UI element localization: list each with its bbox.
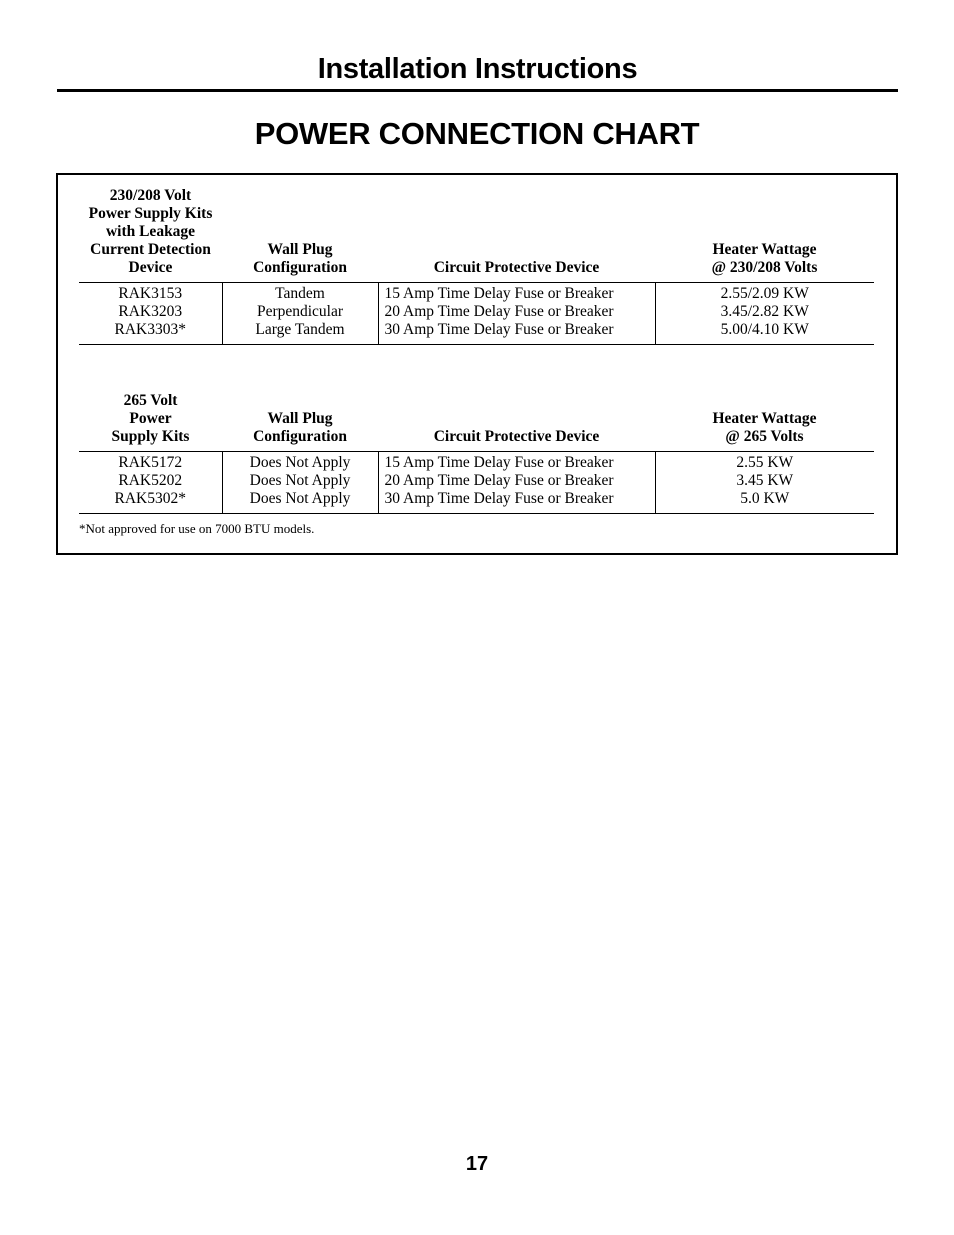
power-connection-chart	[56, 173, 898, 555]
header-circuit-device: Circuit Protective Device	[378, 187, 655, 283]
table-header-row	[79, 392, 874, 452]
table-265-volt	[79, 392, 874, 514]
header-heater-wattage: Heater Wattage @ 265 Volts	[655, 392, 874, 452]
header-heater-wattage: Heater Wattage @ 230/208 Volts	[655, 187, 874, 283]
cell-circuit-device: 15 Amp Time Delay Fuse or Breaker 20 Amp Time Delay Fuse or Breaker 30 Amp Time Delay Fuse or Breaker	[378, 283, 655, 345]
header-circuit-device: Circuit Protective Device	[378, 392, 655, 452]
cell-wall-plug: Tandem Perpendicular Large Tandem	[222, 283, 378, 345]
page-title: Installation Instructions	[317, 53, 638, 85]
header-kits: 230/208 Volt Power Supply Kits with Leakage Current Detection Device	[79, 187, 222, 283]
footnote: *Not approved for use on 7000 BTU models.	[79, 521, 315, 536]
table-230-208-volt	[79, 187, 874, 345]
header-wall-plug: Wall Plug Configuration	[222, 187, 378, 283]
cell-heater-wattage: 2.55/2.09 KW 3.45/2.82 KW 5.00/4.10 KW	[655, 283, 874, 345]
table-row	[79, 452, 874, 514]
cell-kits: RAK5172 RAK5202 RAK5302*	[79, 452, 222, 514]
table-row	[79, 283, 874, 345]
cell-kits: RAK3153 RAK3203 RAK3303*	[79, 283, 222, 345]
chart-title: POWER CONNECTION CHART	[254, 116, 700, 151]
header-kits: 265 Volt Power Supply Kits	[79, 392, 222, 452]
page-number: 17	[465, 1153, 489, 1175]
cell-heater-wattage: 2.55 KW 3.45 KW 5.0 KW	[655, 452, 874, 514]
header-wall-plug: Wall Plug Configuration	[222, 392, 378, 452]
table-header-row	[79, 187, 874, 283]
cell-circuit-device: 15 Amp Time Delay Fuse or Breaker 20 Amp Time Delay Fuse or Breaker 30 Amp Time Delay Fuse or Breaker	[378, 452, 655, 514]
page-header	[57, 52, 898, 92]
cell-wall-plug: Does Not Apply Does Not Apply Does Not Apply	[222, 452, 378, 514]
